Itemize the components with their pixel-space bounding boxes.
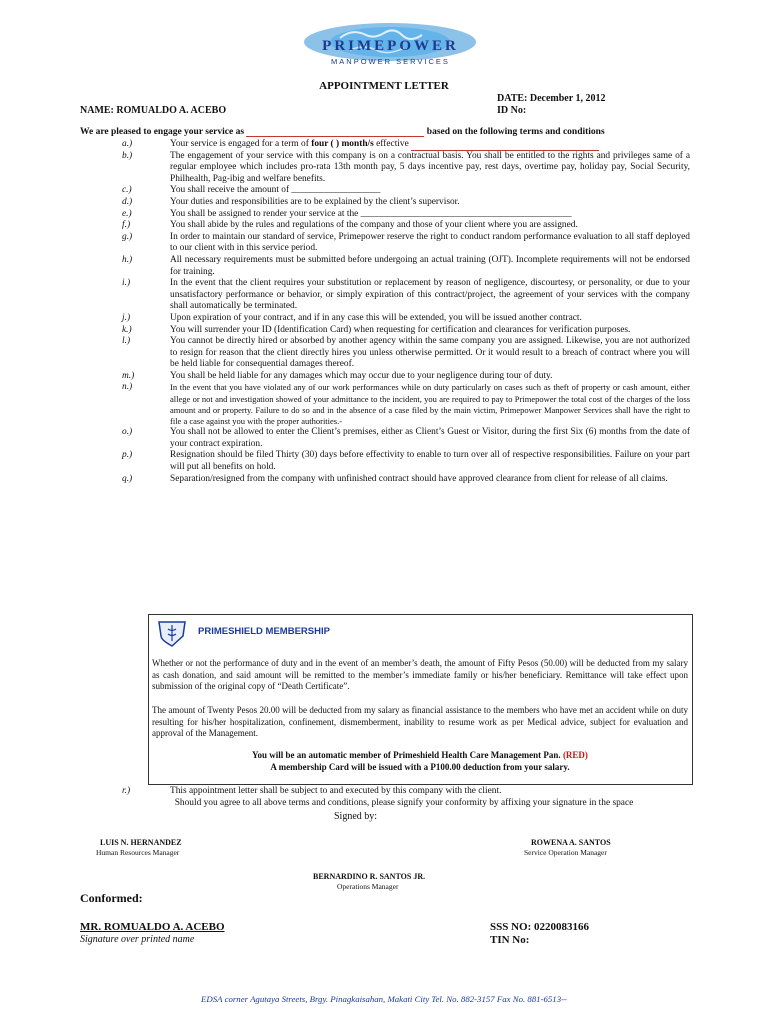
- term-duration: four ( ) month/s: [311, 139, 374, 149]
- primeshield-title: PRIMESHIELD MEMBERSHIP: [198, 626, 330, 637]
- term-item: [122, 474, 690, 486]
- term-label: m.): [122, 370, 135, 381]
- signatory-name: LUIS N. HERNANDEZ: [100, 838, 182, 847]
- signatory-position: Service Operation Manager: [524, 848, 607, 857]
- term-label: o.): [122, 427, 133, 438]
- intro-text-before: We are pleased to engage your service as: [80, 127, 247, 137]
- logo-name: PRIMEPOWER: [322, 38, 459, 54]
- term-text: In the event that you have violated any of our work performances while on duty particularly on cases such as theft of property or cash amount, either allege or not and investigation showed of your admittance to the incident, you are required to pay to Primepower the total cost of the charges of the loss amount and or property. Failure to do so and in the absence of a case filed by the main victim, Primepower Manpower Services shall have the right to file a case against you with the proper authorities.-: [170, 382, 690, 427]
- term-item: [122, 371, 690, 383]
- term-item: [122, 450, 690, 473]
- term-label: c.): [122, 185, 132, 196]
- term-text: You shall abide by the rules and regulations of the company and those of your client where you are assigned.: [170, 220, 578, 231]
- terms-list: [122, 139, 690, 485]
- term-item: [122, 336, 690, 371]
- sss-number: SSS NO: 0220083166: [490, 921, 590, 933]
- term-text: Separation/resigned from the company with unfinished contract should have approved clearance from client for release of all claims.: [170, 473, 668, 484]
- primeshield-card-note: A membership Card will be issued with a P100.00 deduction from your salary.: [270, 762, 570, 772]
- primeshield-paragraph-1: Whether or not the performance of duty and in the event of an member’s death, the amount of Fifty Pesos (50.00) will be deducted from my salary as cash donation, and said amount will be remitted to the member’s immediate family or his/her beneficiary. Remittance will take effect upon submission of the original copy of “Death Certificate”.: [152, 658, 688, 691]
- term-text: In the event that the client requires your substitution or replacement by reason of negligence, discourtesy, or personality, or due to your unsatisfactory performance or behavior, or simply expiration of this contract/project, the agreement of your services with the company shall automatically be terminated.: [170, 278, 690, 312]
- term-text: You shall be held liable for any damages which may occur due to your negligence during tour of duty.: [170, 370, 553, 381]
- conformed-label: Conformed:: [80, 891, 143, 905]
- term-label: l.): [122, 336, 131, 347]
- term-text: You will surrender your ID (Identification Card) when requesting for certification and clearances for verification purposes.: [170, 324, 631, 335]
- term-label: g.): [122, 231, 133, 242]
- term-label: n.): [122, 382, 133, 393]
- term-item: [122, 185, 690, 197]
- letter-date: DATE: December 1, 2012: [497, 93, 606, 104]
- company-address-footer: EDSA corner Agutaya Streets, Brgy. Pinagkaisahan, Makati City Tel. No. 882-3157 Fax No. 881-6513--: [201, 994, 567, 1004]
- term-item: [122, 278, 690, 313]
- signatory-position: Human Resources Manager: [96, 848, 180, 857]
- signed-by-label: Signed by:: [334, 811, 378, 822]
- term-item: [122, 197, 690, 209]
- term-item: [122, 255, 690, 278]
- term-item-a: [122, 139, 690, 151]
- primeshield-seal-icon: [156, 618, 188, 648]
- id-number: ID No:: [497, 105, 527, 116]
- term-label: k.): [122, 324, 132, 335]
- term-text: All necessary requirements must be submitted before undergoing an actual training (OJT). Incomplete requirements will not be endorsed for training.: [170, 254, 690, 277]
- term-label: b.): [122, 150, 133, 161]
- term-text: You cannot be directly hired or absorbed by another agency within the same company you are assigned. Likewise, you are not authorized to resign for reason that the client directly hires you unless otherwise permitted. Or it would result to a breach of contract where you will be held liable for consequential damages thereof.: [170, 336, 690, 370]
- position-blank: [246, 126, 424, 137]
- term-item: [122, 209, 690, 221]
- term-label: e.): [122, 208, 132, 219]
- employee-name-header: NAME: ROMUALDO A. ACEBO: [80, 105, 227, 116]
- terms-items: [122, 151, 690, 486]
- logo-subtitle: MANPOWER SERVICES: [331, 57, 450, 66]
- intro-text-after: based on the following terms and conditions: [424, 127, 605, 137]
- term-label: f.): [122, 220, 131, 231]
- term-item: [122, 232, 690, 255]
- term-text: Your duties and responsibilities are to be explained by the client’s supervisor.: [170, 196, 460, 207]
- term-item: [122, 151, 690, 186]
- red-label: (RED): [562, 750, 588, 760]
- term-text: In order to maintain our standard of service, Primepower reserve the right to conduct random performance evaluation to all staff deployed to our client with in this service period.: [170, 231, 690, 254]
- term-item: [122, 220, 690, 232]
- term-label: a.): [122, 139, 133, 149]
- term-label: q.): [122, 473, 133, 484]
- employee-signature-name: MR. ROMUALDO A. ACEBO: [80, 921, 225, 933]
- effective-date-blank: [411, 140, 599, 151]
- primeshield-membership-note: You will be an automatic member of Primeshield Health Care Management Pan. (RED): [252, 750, 588, 760]
- term-label: h.): [122, 254, 133, 265]
- signatory-name: ROWENA A. SANTOS: [531, 838, 611, 847]
- letter-title: APPOINTMENT LETTER: [319, 80, 449, 92]
- term-label: p.): [122, 450, 133, 461]
- primeshield-paragraph-2: The amount of Twenty Pesos 20.00 will be deducted from my salary as financial assistance to the members who have met an accident while on duty resulting for his/her hospitalization, confinement, dismemberment, inability to resume work as per Medical advice, subject for evaluation and approval of the Management.: [152, 705, 688, 738]
- closing-statement: Should you agree to all above terms and conditions, please signify your conformity by affixing your signature in the space: [174, 798, 634, 808]
- term-text: Resignation should be filed Thirty (30) days before effectivity to enable to turn over all of respective responsibilities. Failure on your part will put all benefits on hold.: [170, 450, 690, 473]
- tin-number: TIN No:: [490, 934, 530, 946]
- intro-line: [80, 126, 605, 137]
- term-item: [122, 313, 690, 325]
- term-item: [122, 382, 690, 427]
- signatory-name: BERNARDINO R. SANTOS JR.: [313, 872, 426, 881]
- term-item: [122, 325, 690, 337]
- signatory-position: Operations Manager: [337, 882, 399, 891]
- term-item-r: r.) This appointment letter shall be subject to and executed by this company with the client.: [122, 786, 502, 796]
- signature-caption: Signature over printed name: [80, 934, 195, 945]
- term-label: i.): [122, 278, 131, 289]
- term-text: The engagement of your service with this company is on a contractual basis. You shall be entitled to the rights and privileges same of a regular employee which includes pro-rata 13th month pay, 5 days incentive pay, rest days, overtime pay, holiday pay, Social Security, Philhealth, Pag-ibig and welfare benefits.: [170, 150, 690, 184]
- term-text: You shall be assigned to render your service at the _____________________________________________: [170, 208, 572, 219]
- term-text: Your service is engaged for a term of four ( ) month/s effective: [170, 139, 690, 151]
- term-item: [122, 427, 690, 450]
- term-label: d.): [122, 196, 133, 207]
- term-text: Upon expiration of your contract, and if in any case this will be extended, you will be issued another contract.: [170, 312, 582, 323]
- term-text: You shall receive the amount of ___________________: [170, 185, 381, 196]
- term-text: You shall not be allowed to enter the Client’s premises, either as Client’s Guest or Visitor, during the first Six (6) months from the date of your contract expiration.: [170, 427, 690, 449]
- term-label: j.): [122, 312, 131, 323]
